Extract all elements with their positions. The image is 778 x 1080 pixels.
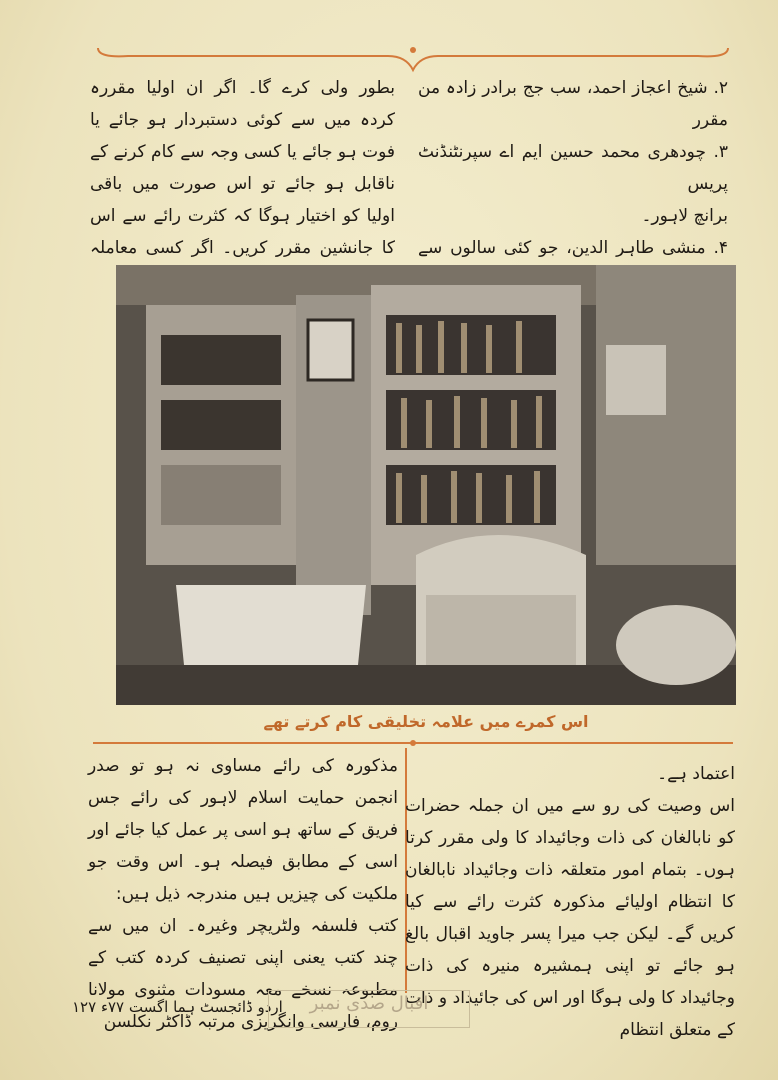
- paragraph: اعتماد ہے۔: [657, 764, 735, 784]
- bookshelf-image: [116, 265, 736, 705]
- paragraph: بطور ولی کرے گا۔ اگر ان اولیا مقررہ کردہ میں سے کوئی دستبردار ہو جائے یا فوت ہو جائے یا کسی وجہ سے کام کرنے کے ناقابل ہو جائے تو اس صورت میں باقی اولیا کو اختیار ہوگا کہ کثرت رائے سے اس کا جانشین مقرر کریں۔ اگر کسی معاملہ: [90, 78, 395, 258]
- mid-ornamental-rule: [88, 737, 738, 749]
- list-item: ۲. شیخ اعجاز احمد، سب جج برادر زادہ من مقرر: [418, 78, 728, 130]
- list-item: برانچ لاہور۔: [641, 206, 728, 226]
- list-item: ۳. چودھری محمد حسین ایم اے سپرنٹنڈنٹ پریس: [418, 142, 728, 194]
- paragraph: کتب فلسفہ ولٹریچر وغیرہ۔ ان میں سے چند کتب یعنی اپنی تصنیف کردہ کتب کے مطبوعہ نسخے معہ مسودات مثنوی مولانا روم، فارسی وانگریزی مرتبہ ڈاکٹر نکلسن: [88, 916, 398, 1032]
- study-room-photo: [116, 265, 736, 705]
- photo-caption: اس کمرے میں علامہ تخلیقی کام کرتے تھے: [263, 712, 589, 731]
- paragraph: اس وصیت کی رو سے میں ان جملہ حضرات کو نابالغان کی ذات وجائیداد کا ولی مقرر کرتا ہوں۔ بتمام امور متعلقہ ذات وجائیداد نابالغان کا انتظام اولیائے مذکورہ کثرت رائے سے کیا کریں گے۔ لیکن جب میرا پسر جاوید اقبال بالغ ہو جائے تو اپنی ہمشیرہ منیرہ کی ذات وجائیداد کا ولی ہوگا اور اس کی جائیداد و ذات کے متعلق انتظام: [405, 796, 735, 1040]
- paragraph: مذکورہ کی رائے مساوی نہ ہو تو صدر انجمن حمایت اسلام لاہور کی رائے جس فریق کے ساتھ ہو اسی پر عمل کیا جائے اور اسی کے مطابق فیصلہ ہو۔ اس وقت جو ملکیت کی چیزیں ہیں مندرجہ ذیل ہیں:: [88, 756, 398, 904]
- page-footer: اردو ڈائجسٹ ہما اگست ۷۷ء ۱۲۷: [72, 998, 283, 1016]
- issue-stamp: اقبال صدی نمبر: [268, 990, 470, 1028]
- list-item: ۴. منشی طاہر الدین، جو کئی سالوں سے: [418, 238, 728, 258]
- top-left-column: [90, 72, 395, 296]
